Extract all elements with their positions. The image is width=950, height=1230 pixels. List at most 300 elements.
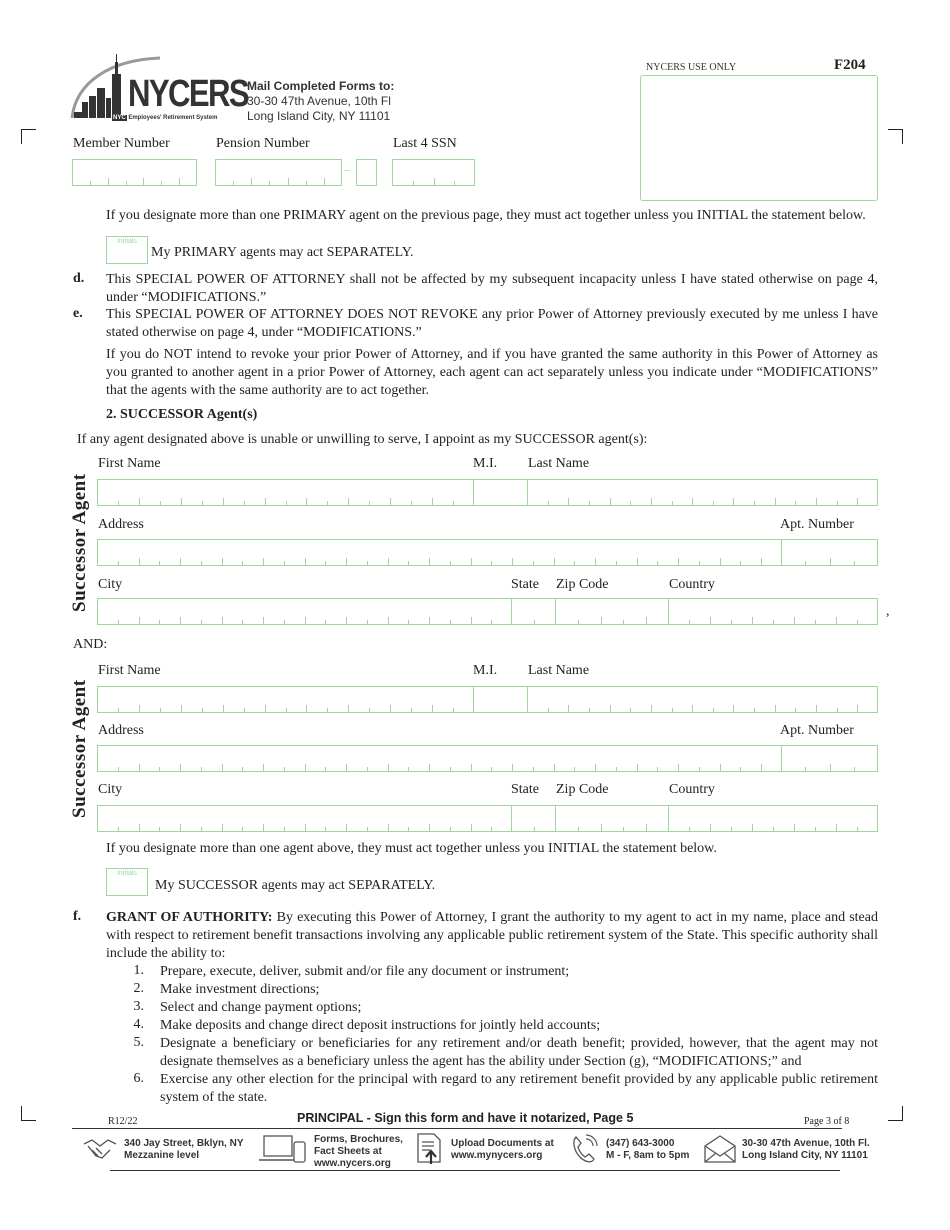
comb-tick (533, 767, 534, 771)
list-item: Exercise any other election for the principal with regard to any retirement benefit provided by any applicable public retirement system of the state. (160, 1072, 878, 1105)
comb-tick (534, 620, 535, 624)
comb-tick (242, 620, 243, 624)
grant-of-authority-heading: GRANT OF AUTHORITY: (106, 910, 273, 925)
comb-tick (491, 561, 492, 565)
comb-tick (491, 827, 492, 831)
comb-tick (754, 708, 755, 712)
s1-mi-label: M.I. (473, 456, 498, 471)
comb-tick (857, 498, 858, 505)
item-f-text (106, 909, 878, 963)
comb-tick (181, 705, 182, 712)
s2-first-name-label: First Name (98, 663, 161, 678)
comb-tick (201, 620, 202, 624)
comb-tick (118, 827, 119, 831)
comb-tick (180, 824, 181, 831)
comb-tick (139, 498, 140, 505)
comb-tick (408, 561, 409, 565)
comb-tick (854, 767, 855, 771)
comb-tick (348, 498, 349, 505)
s1-state-input[interactable] (511, 598, 556, 625)
logo-wordmark: NYCERS (128, 73, 249, 115)
comb-tick (306, 705, 307, 712)
comb-tick (471, 764, 472, 771)
s1-zip-label: Zip Code (556, 577, 609, 592)
comb-tick (773, 620, 774, 624)
s1-address-input[interactable] (97, 539, 782, 566)
mail-to-line1: 30-30 47th Avenue, 10th Fl (247, 94, 391, 108)
footer-rule-bottom (110, 1170, 840, 1171)
comb-tick (233, 181, 234, 185)
comb-tick (450, 827, 451, 831)
comb-tick (251, 178, 252, 185)
comb-tick (678, 764, 679, 771)
footer-location: 340 Jay Street, Bklyn, NY Mezzanine level (124, 1138, 244, 1161)
comb-tick (180, 558, 181, 565)
comb-tick (429, 558, 430, 565)
comb-tick (589, 708, 590, 712)
list-item: Make deposits and change direct deposit instructions for jointly held accounts; (160, 1018, 601, 1033)
comb-tick (720, 558, 721, 565)
comb-tick (805, 561, 806, 565)
list-number: 1. (133, 963, 144, 978)
comb-tick (651, 705, 652, 712)
comb-tick (837, 501, 838, 505)
comb-tick (161, 181, 162, 185)
comb-tick (90, 181, 91, 185)
comb-tick (651, 498, 652, 505)
comb-tick (201, 827, 202, 831)
comb-tick (657, 767, 658, 771)
comb-tick (471, 558, 472, 565)
comb-tick (533, 561, 534, 565)
comb-tick (450, 561, 451, 565)
pension-suffix-input[interactable] (356, 159, 377, 186)
s2-first-name-input[interactable] (97, 686, 474, 713)
comb-tick (731, 620, 732, 624)
comb-tick (775, 498, 776, 505)
mail-to-title: Mail Completed Forms to: (247, 79, 395, 93)
comb-tick (434, 178, 435, 185)
list-number: 5. (133, 1035, 144, 1050)
primary-separately-statement: My PRIMARY agents may act SEPARATELY. (151, 245, 414, 260)
comb-tick (699, 767, 700, 771)
comb-tick (578, 620, 579, 624)
comb-tick (139, 705, 140, 712)
comb-tick (657, 561, 658, 565)
s1-mi-input[interactable] (473, 479, 528, 506)
comb-tick (159, 827, 160, 831)
comb-tick (689, 620, 690, 624)
comb-tick (263, 617, 264, 624)
comb-tick (118, 501, 119, 505)
comb-tick (242, 561, 243, 565)
comb-tick (857, 705, 858, 712)
comb-tick (554, 764, 555, 771)
comb-tick (305, 824, 306, 831)
comb-tick (222, 824, 223, 831)
comb-tick (512, 764, 513, 771)
comb-tick (346, 617, 347, 624)
s2-apt-label: Apt. Number (780, 723, 854, 738)
comb-tick (348, 705, 349, 712)
comb-tick (223, 705, 224, 712)
comb-tick (408, 767, 409, 771)
successor-intro: If any agent designated above is unable or unwilling to serve, I appoint as my SUCCESSOR agent(s): (77, 432, 648, 447)
list-number: 3. (133, 999, 144, 1014)
comb-tick (367, 561, 368, 565)
comb-tick (181, 498, 182, 505)
comb-tick (794, 617, 795, 624)
mail-to-line2: Long Island City, NY 11101 (247, 109, 391, 123)
phone-icon (570, 1133, 600, 1165)
comb-tick (830, 764, 831, 771)
comb-tick (265, 498, 266, 505)
s2-mi-label: M.I. (473, 663, 498, 678)
primary-initials-box[interactable]: Initials (106, 236, 148, 264)
comb-tick (678, 558, 679, 565)
comb-tick (775, 705, 776, 712)
s2-zip-input[interactable] (555, 805, 669, 832)
list-item: Make investment directions; (160, 982, 320, 997)
comb-tick (118, 561, 119, 565)
comb-tick (554, 558, 555, 565)
comb-tick (108, 178, 109, 185)
footer-phone: (347) 643-3000 M - F, 8am to 5pm (606, 1138, 690, 1161)
comb-tick (548, 708, 549, 712)
comb-tick (794, 824, 795, 831)
comb-tick (836, 824, 837, 831)
comb-tick (432, 498, 433, 505)
grant-of-authority-body: By executing this Power of Attorney, I grant the authority to my agent to act in my name, place and stead with respect to retirement benefit transactions involving any applicable public retirement system of the State. This specific authority shall include the ability to: (106, 910, 878, 961)
comb-tick (740, 561, 741, 565)
comb-tick (568, 498, 569, 505)
nycers-use-only-box (640, 75, 878, 201)
comb-tick (324, 178, 325, 185)
comb-tick (367, 767, 368, 771)
comb-tick (346, 764, 347, 771)
crop-mark-tl (21, 129, 36, 144)
s2-state-label: State (511, 782, 539, 797)
s1-comma: , (886, 604, 890, 619)
comb-tick (574, 767, 575, 771)
comb-tick (286, 501, 287, 505)
comb-tick (816, 498, 817, 505)
successor-separately-statement: My SUCCESSOR agents may act SEPARATELY. (155, 878, 436, 893)
s1-zip-input[interactable] (555, 598, 669, 625)
comb-tick (201, 561, 202, 565)
list-item: Designate a beneficiary or beneficiaries for any retirement and/or death benefit; provided, however, that the agent may not designate themselves as a beneficiary unless the agent has the ability under Section (g), “MODIFICATIONS;” and (160, 1036, 878, 1069)
successor-agent-side-label-2: Successor Agent (69, 679, 90, 818)
comb-tick (454, 181, 455, 185)
item-d-letter: d. (73, 271, 85, 286)
comb-tick (733, 705, 734, 712)
devices-icon (258, 1134, 308, 1166)
comb-tick (242, 827, 243, 831)
s1-address-label: Address (98, 517, 144, 532)
comb-tick (305, 617, 306, 624)
comb-tick (369, 708, 370, 712)
comb-tick (761, 764, 762, 771)
comb-tick (429, 824, 430, 831)
upload-icon (414, 1132, 448, 1166)
s1-first-name-label: First Name (98, 456, 161, 471)
s1-country-label: Country (669, 577, 715, 592)
s2-address-input[interactable] (97, 745, 782, 772)
comb-tick (222, 764, 223, 771)
footer-mail: 30-30 47th Avenue, 10th Fl. Long Island City, NY 11101 (742, 1138, 870, 1161)
comb-tick (692, 498, 693, 505)
comb-tick (710, 617, 711, 624)
list-item: Prepare, execute, deliver, submit and/or file any document or instrument; (160, 964, 570, 979)
comb-tick (672, 501, 673, 505)
comb-tick (327, 501, 328, 505)
comb-tick (159, 620, 160, 624)
comb-tick (223, 498, 224, 505)
comb-tick (411, 708, 412, 712)
comb-tick (616, 561, 617, 565)
comb-tick (139, 558, 140, 565)
comb-tick (616, 767, 617, 771)
comb-tick (118, 620, 119, 624)
comb-tick (388, 824, 389, 831)
comb-tick (815, 827, 816, 831)
comb-tick (761, 558, 762, 565)
comb-tick (180, 617, 181, 624)
item-e-paragraph: If you do NOT intend to revoke your prior Power of Attorney, and if you have granted the same authority in this Power of Attorney as you granted to another agent in a prior Power of Attorney, each agent can act separately unless you indicate under “MODIFICATIONS” that the agents with the same authority are to act together. (106, 347, 878, 398)
comb-tick (754, 501, 755, 505)
comb-tick (408, 827, 409, 831)
item-e-letter: e. (73, 306, 83, 321)
s1-last-name-input[interactable] (527, 479, 878, 506)
comb-tick (306, 498, 307, 505)
comb-tick (491, 620, 492, 624)
comb-tick (118, 708, 119, 712)
comb-tick (429, 617, 430, 624)
comb-tick (143, 178, 144, 185)
s1-last-name-label: Last Name (528, 456, 590, 471)
comb-tick (548, 501, 549, 505)
comb-tick (160, 708, 161, 712)
comb-tick (159, 561, 160, 565)
s1-apt-label: Apt. Number (780, 517, 854, 532)
revision-code: R12/22 (108, 1116, 138, 1127)
comb-tick (263, 764, 264, 771)
member-number-label: Member Number (73, 136, 170, 151)
crop-mark-br (888, 1106, 903, 1121)
footer-rule-top (72, 1128, 842, 1129)
comb-tick (637, 764, 638, 771)
list-item: Select and change payment options; (160, 1000, 362, 1015)
comb-tick (795, 708, 796, 712)
comb-tick (752, 617, 753, 624)
s1-city-label: City (98, 577, 123, 592)
comb-tick (795, 501, 796, 505)
comb-tick (710, 824, 711, 831)
comb-tick (733, 498, 734, 505)
comb-tick (854, 561, 855, 565)
comb-tick (610, 498, 611, 505)
comb-tick (731, 827, 732, 831)
comb-tick (837, 708, 838, 712)
comb-tick (429, 764, 430, 771)
member-number-input[interactable] (72, 159, 197, 186)
comb-tick (263, 824, 264, 831)
comb-tick (805, 767, 806, 771)
comb-tick (288, 178, 289, 185)
s2-country-input[interactable] (668, 805, 878, 832)
comb-tick (713, 708, 714, 712)
comb-tick (830, 558, 831, 565)
comb-tick (388, 617, 389, 624)
comb-tick (284, 561, 285, 565)
comb-tick (471, 617, 472, 624)
comb-tick (139, 824, 140, 831)
comb-tick (411, 501, 412, 505)
list-number: 2. (133, 981, 144, 996)
comb-tick (325, 767, 326, 771)
s1-apt-input[interactable] (781, 539, 878, 566)
comb-tick (578, 827, 579, 831)
s1-state-label: State (511, 577, 539, 592)
comb-tick (408, 620, 409, 624)
comb-tick (836, 617, 837, 624)
mail-to-block (247, 79, 394, 124)
comb-tick (601, 824, 602, 831)
comb-tick (222, 558, 223, 565)
comb-tick (139, 764, 140, 771)
comb-tick (672, 708, 673, 712)
comb-tick (159, 767, 160, 771)
comb-tick (201, 767, 202, 771)
comb-tick (699, 561, 700, 565)
pension-number-input[interactable] (215, 159, 342, 186)
comb-tick (244, 501, 245, 505)
comb-tick (367, 827, 368, 831)
comb-tick (601, 617, 602, 624)
primary-intro: If you designate more than one PRIMARY agent on the previous page, they must act together unless you INITIAL the statement below. (106, 208, 866, 223)
successor-agent-side-label-1: Successor Agent (69, 473, 90, 612)
comb-tick (325, 827, 326, 831)
list-number: 6. (133, 1071, 144, 1086)
comb-tick (453, 708, 454, 712)
and-label: AND: (73, 637, 108, 652)
comb-tick (265, 705, 266, 712)
s2-mi-input[interactable] (473, 686, 528, 713)
successor-heading: 2. SUCCESSOR Agent(s) (106, 407, 258, 422)
s2-zip-label: Zip Code (556, 782, 609, 797)
comb-tick (432, 705, 433, 712)
comb-tick (568, 705, 569, 712)
comb-tick (692, 705, 693, 712)
comb-tick (646, 824, 647, 831)
comb-tick (740, 767, 741, 771)
comb-tick (623, 620, 624, 624)
comb-tick (752, 824, 753, 831)
comb-tick (346, 824, 347, 831)
s2-address-label: Address (98, 723, 144, 738)
s2-state-input[interactable] (511, 805, 556, 832)
comb-tick (637, 558, 638, 565)
pension-number-label: Pension Number (216, 136, 310, 151)
comb-tick (305, 764, 306, 771)
s2-city-label: City (98, 782, 123, 797)
list-number: 4. (133, 1017, 144, 1032)
comb-tick (646, 617, 647, 624)
successor-initials-box[interactable]: Initials (106, 868, 148, 896)
comb-tick (202, 708, 203, 712)
footer-upload: Upload Documents at www.mynycers.org (451, 1138, 554, 1161)
comb-tick (534, 827, 535, 831)
comb-tick (595, 764, 596, 771)
comb-tick (367, 620, 368, 624)
crop-mark-tr (888, 129, 903, 144)
s2-last-name-input[interactable] (527, 686, 878, 713)
page-number: Page 3 of 8 (804, 1116, 850, 1127)
comb-tick (179, 178, 180, 185)
use-only-label: NYCERS USE ONLY (646, 62, 737, 73)
ssn-input[interactable] (392, 159, 475, 186)
comb-tick (630, 501, 631, 505)
footer-instruction: PRINCIPAL - Sign this form and have it notarized, Page 5 (297, 1111, 634, 1125)
s1-country-input[interactable] (668, 598, 878, 625)
form-id: F204 (834, 57, 866, 73)
comb-tick (325, 561, 326, 565)
comb-tick (202, 501, 203, 505)
handshake-icon (82, 1134, 118, 1164)
s1-first-name-input[interactable] (97, 479, 474, 506)
comb-tick (325, 620, 326, 624)
footer-forms: Forms, Brochures, Fact Sheets at www.nycers.org (314, 1134, 403, 1169)
comb-tick (471, 824, 472, 831)
comb-tick (413, 181, 414, 185)
nycers-logo (70, 52, 249, 124)
comb-tick (512, 558, 513, 565)
ssn-label: Last 4 SSN (393, 136, 457, 151)
comb-tick (306, 181, 307, 185)
comb-tick (388, 558, 389, 565)
comb-tick (263, 558, 264, 565)
envelope-icon (703, 1134, 737, 1164)
comb-tick (713, 501, 714, 505)
comb-tick (689, 827, 690, 831)
item-d-text: This SPECIAL POWER OF ATTORNEY shall not be affected by my subsequent incapacity unless I have stated otherwise on page 4, under “MODIFICATIONS.” (106, 272, 878, 305)
comb-tick (327, 708, 328, 712)
comb-tick (816, 705, 817, 712)
s2-city-input[interactable] (97, 805, 512, 832)
logo-subtitle: NYC Employees' Retirement System (113, 115, 218, 121)
comb-tick (180, 764, 181, 771)
s1-city-input[interactable] (97, 598, 512, 625)
comb-tick (390, 705, 391, 712)
comb-tick (118, 767, 119, 771)
comb-tick (595, 558, 596, 565)
comb-tick (610, 705, 611, 712)
item-f-letter: f. (73, 909, 82, 924)
comb-tick (369, 501, 370, 505)
comb-tick (284, 620, 285, 624)
comb-tick (388, 764, 389, 771)
comb-tick (286, 708, 287, 712)
comb-tick (160, 501, 161, 505)
comb-tick (222, 617, 223, 624)
comb-tick (574, 561, 575, 565)
pension-dash: – (344, 162, 350, 176)
comb-tick (139, 617, 140, 624)
s2-apt-input[interactable] (781, 745, 878, 772)
comb-tick (126, 181, 127, 185)
s2-country-label: Country (669, 782, 715, 797)
comb-tick (720, 764, 721, 771)
